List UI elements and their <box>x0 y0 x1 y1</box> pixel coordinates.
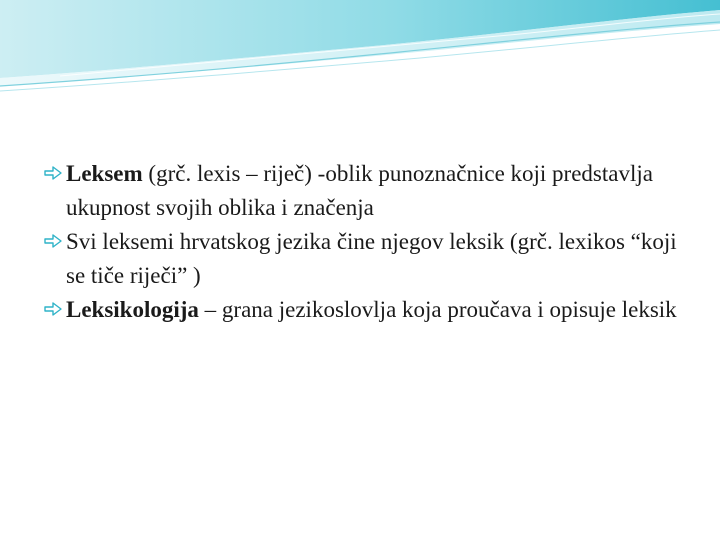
wingdings-arrow-icon <box>44 158 64 188</box>
bullet-list <box>44 157 684 327</box>
bullet-text: Svi leksemi hrvatskog jezika čine njegov leksik (grč. lexikos “koji se tiče riječi” ) <box>66 229 677 288</box>
bullet-text: – grana jezikoslovlja koja proučava i opisuje leksik <box>198 297 677 322</box>
header-wave-decoration <box>0 0 720 95</box>
wingdings-arrow-icon <box>44 294 64 324</box>
bullet-item <box>44 225 684 293</box>
bullet-text: (grč. lexis – riječ) -oblik punoznačnice koji predstavlja ukupnost svojih oblika i značenja <box>66 161 653 220</box>
bullet-item <box>44 293 684 327</box>
wingdings-arrow-icon <box>44 226 64 256</box>
bullet-item <box>44 157 684 225</box>
bullet-term: Leksikologija <box>66 297 199 322</box>
bullet-term: Leksem <box>66 161 143 186</box>
